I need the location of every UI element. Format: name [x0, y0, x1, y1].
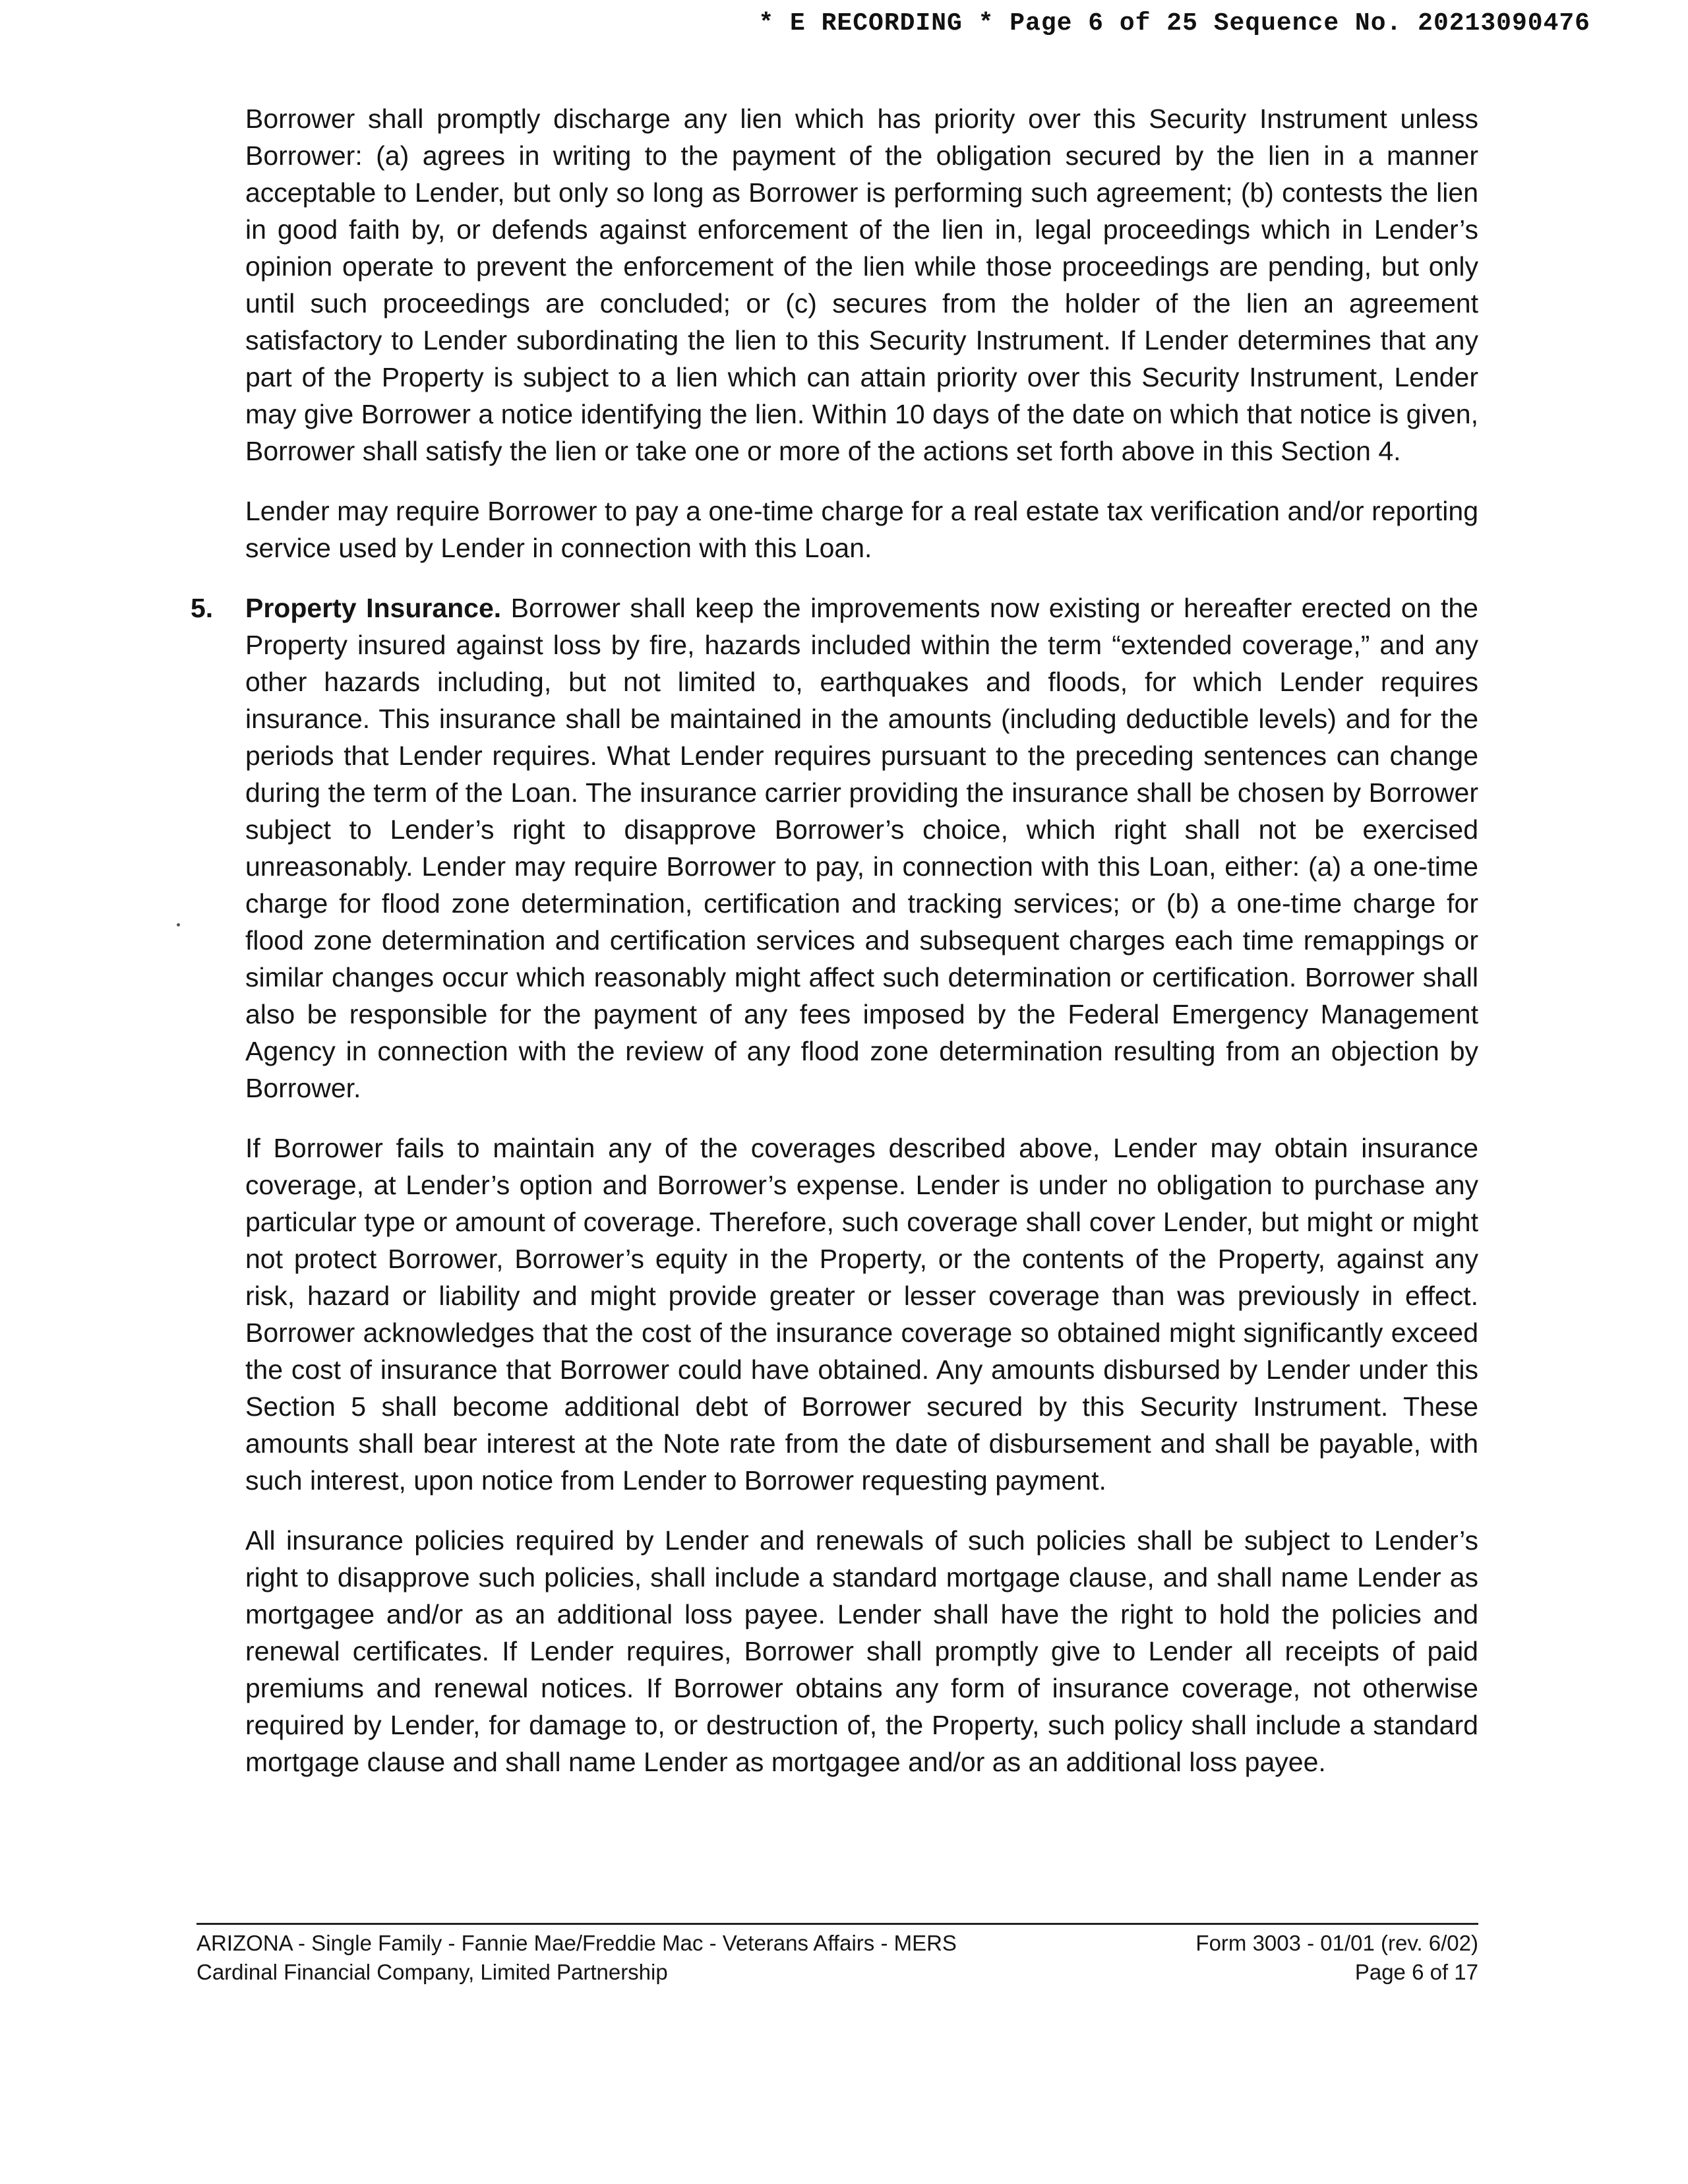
document-body [191, 100, 1478, 1804]
paragraph-tax-verification: Lender may require Borrower to pay a one-time charge for a real estate tax verification and/or reporting service used by Lender in connection with this Loan. [245, 496, 1478, 563]
scan-speck [177, 923, 180, 926]
paragraph-insurance-policies: All insurance policies required by Lender and renewals of such policies shall be subject to Lender’s right to disapprove such policies, shall include a standard mortgage clause, and shall name Lender as mortgagee and/or as an additional loss payee. Lender shall have the right to hold the policies and renewal certificates. If Lender requires, Borrower shall promptly give to Lender all receipts of paid premiums and renewal notices. If Borrower obtains any form of insurance coverage, not otherwise required by Lender, for damage to, or destruction of, the Property, such policy shall include a standard mortgage clause and shall name Lender as mortgagee and/or as an additional loss payee. [245, 1525, 1478, 1777]
footer-row-2 [196, 1958, 1478, 1987]
section-property-insurance [191, 590, 1478, 1780]
paragraph-insurance-intro-text: Borrower shall keep the improvements now existing or hereafter erected on the Property insured against loss by fire, hazards included within the term “extended coverage,” and any other hazards including, but not limited to, earthquakes and floods, for which Lender requires insurance. This insurance shall be maintained in the amounts (including deductible levels) and for the periods that Lender requires. What Lender requires pursuant to the preceding sentences can change during the term of the Loan. The insurance carrier providing the insurance shall be chosen by Borrower subject to Lender’s right to disapprove Borrower’s choice, which right shall not be exercised unreasonably. Lender may require Borrower to pay, in connection with this Loan, either: (a) a one-time charge for flood zone determination, certification and tracking services; or (b) a one-time charge for flood zone determination and certification services and subsequent charges each time remappings or similar changes occur which reasonably might affect such determination or certification. Borrower shall also be responsible for the payment of any fees imposed by the Federal Emergency Management Agency in connection with the review of any flood zone determination resulting from an objection by Borrower. [245, 593, 1478, 1103]
footer-row-1 [196, 1929, 1478, 1958]
footer-company: Cardinal Financial Company, Limited Partnership [196, 1960, 668, 1984]
footer-form-number: Form 3003 - 01/01 (rev. 6/02) [1195, 1931, 1478, 1955]
page-footer [196, 1923, 1478, 1987]
footer-page-number: Page 6 of 17 [1354, 1960, 1478, 1984]
paragraph-insurance-failure: If Borrower fails to maintain any of the coverages described above, Lender may obtain insurance coverage, at Lender’s option and Borrower’s expense. Lender is under no obligation to purchase any particular type or amount of coverage. Therefore, such coverage shall cover Lender, but might or might not protect Borrower, Borrower’s equity in the Property, or the contents of the Property, against any risk, hazard or liability and might provide greater or lesser coverage than was previously in effect. Borrower acknowledges that the cost of the insurance coverage so obtained might significantly exceed the cost of insurance that Borrower could have obtained. Any amounts disbursed by Lender under this Section 5 shall become additional debt of Borrower secured by this Security Instrument. These amounts shall bear interest at the Note rate from the date of disbursement and shall be payable, with such interest, upon notice from Lender to Borrower requesting payment. [245, 1133, 1478, 1496]
paragraph-insurance-intro [245, 590, 1478, 1107]
footer-form-description: ARIZONA - Single Family - Fannie Mae/Freddie Mac - Veterans Affairs - MERS [196, 1931, 957, 1955]
section-title: Property Insurance. [245, 593, 502, 623]
recording-stamp: * E RECORDING * Page 6 of 25 Sequence No. 20213090476 [758, 9, 1590, 38]
paragraph-lien-discharge: Borrower shall promptly discharge any lien which has priority over this Security Instrument unless Borrower: (a) agrees in writing to the payment of the obligation secured by the lien in a manner acceptable to Lender, but only so long as Borrower is performing such agreement; (b) contests the lien in good faith by, or defends against enforcement of the lien in, legal proceedings which in Lender’s opinion operate to prevent the enforcement of the lien while those proceedings are pending, but only until such proceedings are concluded; or (c) secures from the holder of the lien an agreement satisfactory to Lender subordinating the lien to this Security Instrument. If Lender determines that any part of the Property is subject to a lien which can attain priority over this Security Instrument, Lender may give Borrower a notice identifying the lien. Within 10 days of the date on which that notice is given, Borrower shall satisfy the lien or take one or more of the actions set forth above in this Section 4. [245, 104, 1478, 466]
section-number: 5. [191, 593, 214, 623]
